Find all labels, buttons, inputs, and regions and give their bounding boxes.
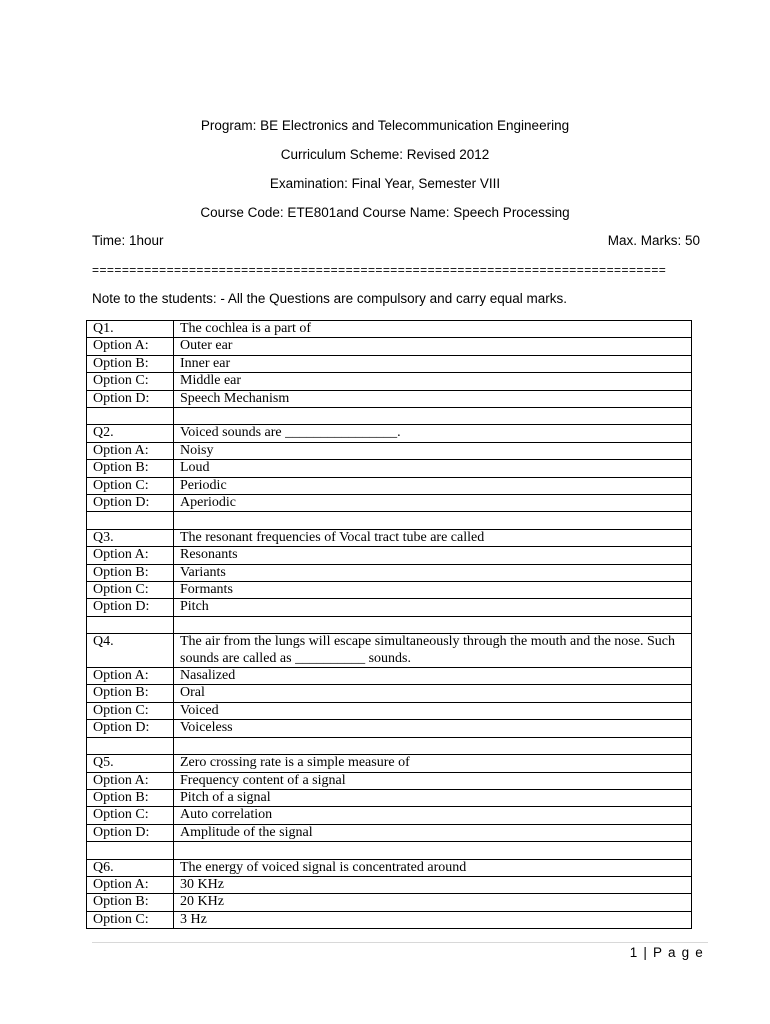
spacer-row-text — [174, 737, 692, 754]
option-row-label: Option C: — [87, 582, 174, 599]
option-row-text: Outer ear — [174, 338, 692, 355]
option-row-text: Middle ear — [174, 373, 692, 390]
spacer-row-label — [87, 616, 174, 633]
curriculum-line: Curriculum Scheme: Revised 2012 — [280, 147, 490, 162]
option-row-text: Nasalized — [174, 668, 692, 685]
spacer-row-text — [174, 842, 692, 859]
question-row-text: Voiced sounds are ________________. — [174, 425, 692, 442]
spacer-row-label — [87, 512, 174, 529]
question-row-text: The air from the lungs will escape simultaneously through the mouth and the nose. Such sounds are called as __________ sounds. — [174, 634, 692, 668]
question-row — [87, 859, 692, 876]
option-row — [87, 373, 692, 390]
option-row — [87, 772, 692, 789]
spacer-row — [87, 408, 692, 425]
question-row-text: Zero crossing rate is a simple measure of — [174, 755, 692, 772]
option-row-label: Option B: — [87, 685, 174, 702]
option-row — [87, 894, 692, 911]
option-row-label: Option C: — [87, 702, 174, 719]
option-row-text: Noisy — [174, 442, 692, 459]
option-row-label: Option B: — [87, 564, 174, 581]
option-row-text: Pitch of a signal — [174, 789, 692, 806]
option-row — [87, 564, 692, 581]
time-label: Time: 1hour — [92, 233, 164, 248]
question-row — [87, 529, 692, 546]
page-number: 1 | P a g e — [629, 945, 704, 960]
option-row — [87, 720, 692, 737]
option-row-text: Aperiodic — [174, 495, 692, 512]
option-row — [87, 390, 692, 407]
separator-rule: ============================================================================= — [92, 263, 667, 277]
option-row-text: Loud — [174, 460, 692, 477]
option-row-label: Option D: — [87, 599, 174, 616]
option-row-text: Speech Mechanism — [174, 390, 692, 407]
spacer-row — [87, 737, 692, 754]
option-row — [87, 789, 692, 806]
option-row-label: Option C: — [87, 373, 174, 390]
option-row-text: Formants — [174, 582, 692, 599]
option-row-label: Option A: — [87, 668, 174, 685]
question-row-label: Q4. — [87, 634, 174, 668]
spacer-row-text — [174, 408, 692, 425]
option-row-text: 3 Hz — [174, 911, 692, 928]
course-line: Course Code: ETE801and Course Name: Speech Processing — [200, 205, 570, 220]
questions-table-body — [87, 321, 692, 929]
student-note: Note to the students: - All the Questions are compulsory and carry equal marks. — [92, 291, 567, 306]
option-row-label: Option C: — [87, 911, 174, 928]
option-row-label: Option D: — [87, 720, 174, 737]
option-row-label: Option D: — [87, 824, 174, 841]
option-row-text: 30 KHz — [174, 876, 692, 893]
question-row-text: The resonant frequencies of Vocal tract tube are called — [174, 529, 692, 546]
option-row — [87, 685, 692, 702]
option-row — [87, 442, 692, 459]
option-row-text: Voiced — [174, 702, 692, 719]
option-row-label: Option A: — [87, 772, 174, 789]
question-row-label: Q6. — [87, 859, 174, 876]
question-row-text: The energy of voiced signal is concentrated around — [174, 859, 692, 876]
option-row-label: Option C: — [87, 477, 174, 494]
option-row-text: Auto correlation — [174, 807, 692, 824]
option-row-label: Option D: — [87, 495, 174, 512]
option-row-label: Option B: — [87, 789, 174, 806]
option-row — [87, 599, 692, 616]
option-row — [87, 460, 692, 477]
option-row-text: Oral — [174, 685, 692, 702]
spacer-row-text — [174, 512, 692, 529]
option-row-label: Option A: — [87, 338, 174, 355]
option-row-text: Voiceless — [174, 720, 692, 737]
option-row-text: 20 KHz — [174, 894, 692, 911]
question-row-label: Q3. — [87, 529, 174, 546]
question-row — [87, 321, 692, 338]
option-row-text: Pitch — [174, 599, 692, 616]
spacer-row — [87, 842, 692, 859]
option-row-label: Option B: — [87, 894, 174, 911]
option-row-text: Amplitude of the signal — [174, 824, 692, 841]
question-row — [87, 755, 692, 772]
option-row-text: Inner ear — [174, 355, 692, 372]
exam-meta — [92, 233, 700, 249]
option-row-label: Option D: — [87, 390, 174, 407]
spacer-row-text — [174, 616, 692, 633]
option-row — [87, 824, 692, 841]
option-row-label: Option A: — [87, 442, 174, 459]
question-row — [87, 425, 692, 442]
question-row — [87, 634, 692, 668]
spacer-row-label — [87, 737, 174, 754]
option-row — [87, 702, 692, 719]
option-row — [87, 807, 692, 824]
option-row — [87, 547, 692, 564]
option-row-label: Option B: — [87, 355, 174, 372]
spacer-row-label — [87, 842, 174, 859]
question-row-label: Q2. — [87, 425, 174, 442]
questions-table — [86, 320, 692, 929]
option-row-label: Option A: — [87, 547, 174, 564]
option-row — [87, 495, 692, 512]
option-row-text: Frequency content of a signal — [174, 772, 692, 789]
option-row — [87, 355, 692, 372]
option-row — [87, 582, 692, 599]
question-row-label: Q1. — [87, 321, 174, 338]
option-row-text: Variants — [174, 564, 692, 581]
option-row-label: Option C: — [87, 807, 174, 824]
option-row-label: Option A: — [87, 876, 174, 893]
max-marks-label: Max. Marks: 50 — [607, 233, 700, 248]
examination-line: Examination: Final Year, Semester VIII — [269, 176, 501, 191]
question-row-label: Q5. — [87, 755, 174, 772]
option-row-text: Resonants — [174, 547, 692, 564]
option-row — [87, 876, 692, 893]
option-row — [87, 911, 692, 928]
spacer-row-label — [87, 408, 174, 425]
spacer-row — [87, 616, 692, 633]
option-row-label: Option B: — [87, 460, 174, 477]
spacer-row — [87, 512, 692, 529]
option-row-text: Periodic — [174, 477, 692, 494]
option-row — [87, 477, 692, 494]
option-row — [87, 338, 692, 355]
program-line: Program: BE Electronics and Telecommunication Engineering — [200, 118, 570, 133]
footer-divider — [92, 942, 708, 943]
question-row-text: The cochlea is a part of — [174, 321, 692, 338]
option-row — [87, 668, 692, 685]
